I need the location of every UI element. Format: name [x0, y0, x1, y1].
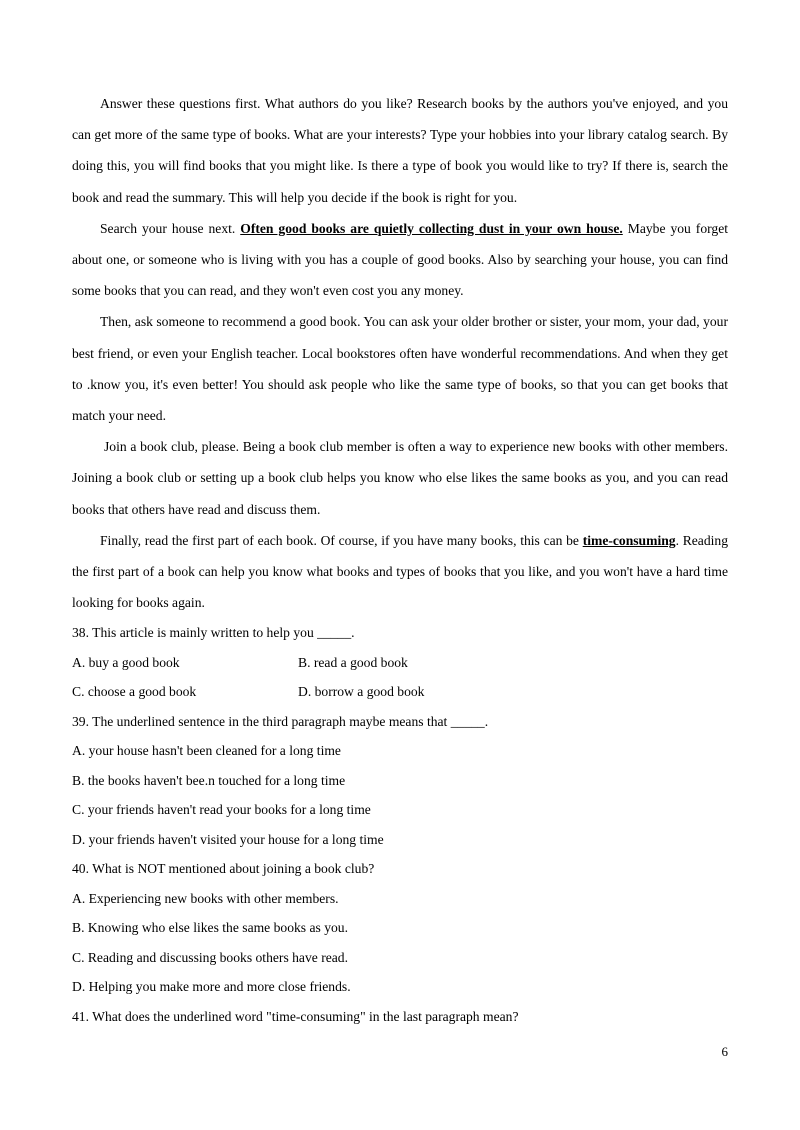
- underlined-word: time-consuming: [582, 532, 676, 548]
- document-page: [72, 88, 728, 1031]
- option-38-a: A. buy a good book: [72, 654, 180, 670]
- underlined-sentence: Often good books are quietly collecting dust in your own house.: [240, 220, 623, 236]
- option-38-c: C. choose a good book: [72, 684, 197, 700]
- paragraph-1: [72, 88, 728, 213]
- question-40-stem: 40. What is NOT mentioned about joining a book club?: [72, 861, 375, 877]
- option-39-a: A. your house hasn't been cleaned for a long time: [72, 743, 341, 759]
- paragraph-2-after: Maybe you forget about one, or someone who is living with you has a couple of good books. Also by searching your house, you can find some books that you can read, and they won't even cost you any money.: [72, 220, 729, 299]
- question-39-stem: 39. The underlined sentence in the third paragraph maybe means that _____.: [72, 713, 489, 729]
- option-40-a: A. Experiencing new books with other members.: [72, 890, 339, 906]
- page-number: 6: [721, 1044, 728, 1059]
- paragraph-2: [72, 213, 728, 307]
- option-39-b: B. the books haven't bee.n touched for a long time: [72, 772, 346, 788]
- question-38-options-row-2: [72, 677, 728, 707]
- option-38-d: D. borrow a good book: [298, 684, 425, 700]
- paragraph-4: [72, 431, 728, 525]
- paragraph-4-text: Join a book club, please. Being a book club member is often a way to experience new books with other members. Joining a book club or setting up a book club helps you know who else likes the same books as you, and you can read books that others have read and discuss them.: [72, 439, 728, 517]
- paragraph-2-before: Search your house next.: [100, 220, 241, 236]
- paragraph-5: [72, 525, 728, 619]
- question-38-options-row-1: [72, 648, 728, 678]
- option-39-d: D. your friends haven't visited your house for a long time: [72, 831, 384, 847]
- option-38-b: B. read a good book: [298, 654, 408, 670]
- option-40-b: B. Knowing who else likes the same books as you.: [72, 920, 348, 936]
- question-41-stem: 41. What does the underlined word "time-consuming" in the last paragraph mean?: [72, 1008, 519, 1024]
- paragraph-3: [72, 306, 728, 431]
- option-40-d: D. Helping you make more and more close friends.: [72, 979, 351, 995]
- option-39-c: C. your friends haven't read your books for a long time: [72, 802, 371, 818]
- paragraph-1-text: Answer these questions first. What authors do you like? Research books by the authors you've enjoyed, and you can get more of the same type of books. What are your interests? Type your hobbies into your library catalog search. By doing this, you will find books that you might like. Is there a type of book you would like to try? If there is, search the book and read the summary. This will help you decide if the book is right for you.: [72, 96, 728, 205]
- question-38-stem: 38. This article is mainly written to help you _____.: [72, 625, 355, 641]
- option-40-c: C. Reading and discussing books others have read.: [72, 949, 348, 965]
- paragraph-3-text: Then, ask someone to recommend a good book. You can ask your older brother or sister, your mom, your dad, your best friend, or even your English teacher. Local bookstores often have wonderful recommendations. And when they get to .know you, it's even better! You should ask people who like the same type of books, so that you can get books that match your need.: [72, 314, 728, 424]
- paragraph-5-before: Finally, read the first part of each book. Of course, if you have many books, this can be: [100, 532, 583, 548]
- paragraph-5-after: . Reading the first part of a book can help you know what books and types of books that you like, and you won't have a hard time looking for books again.: [72, 532, 728, 611]
